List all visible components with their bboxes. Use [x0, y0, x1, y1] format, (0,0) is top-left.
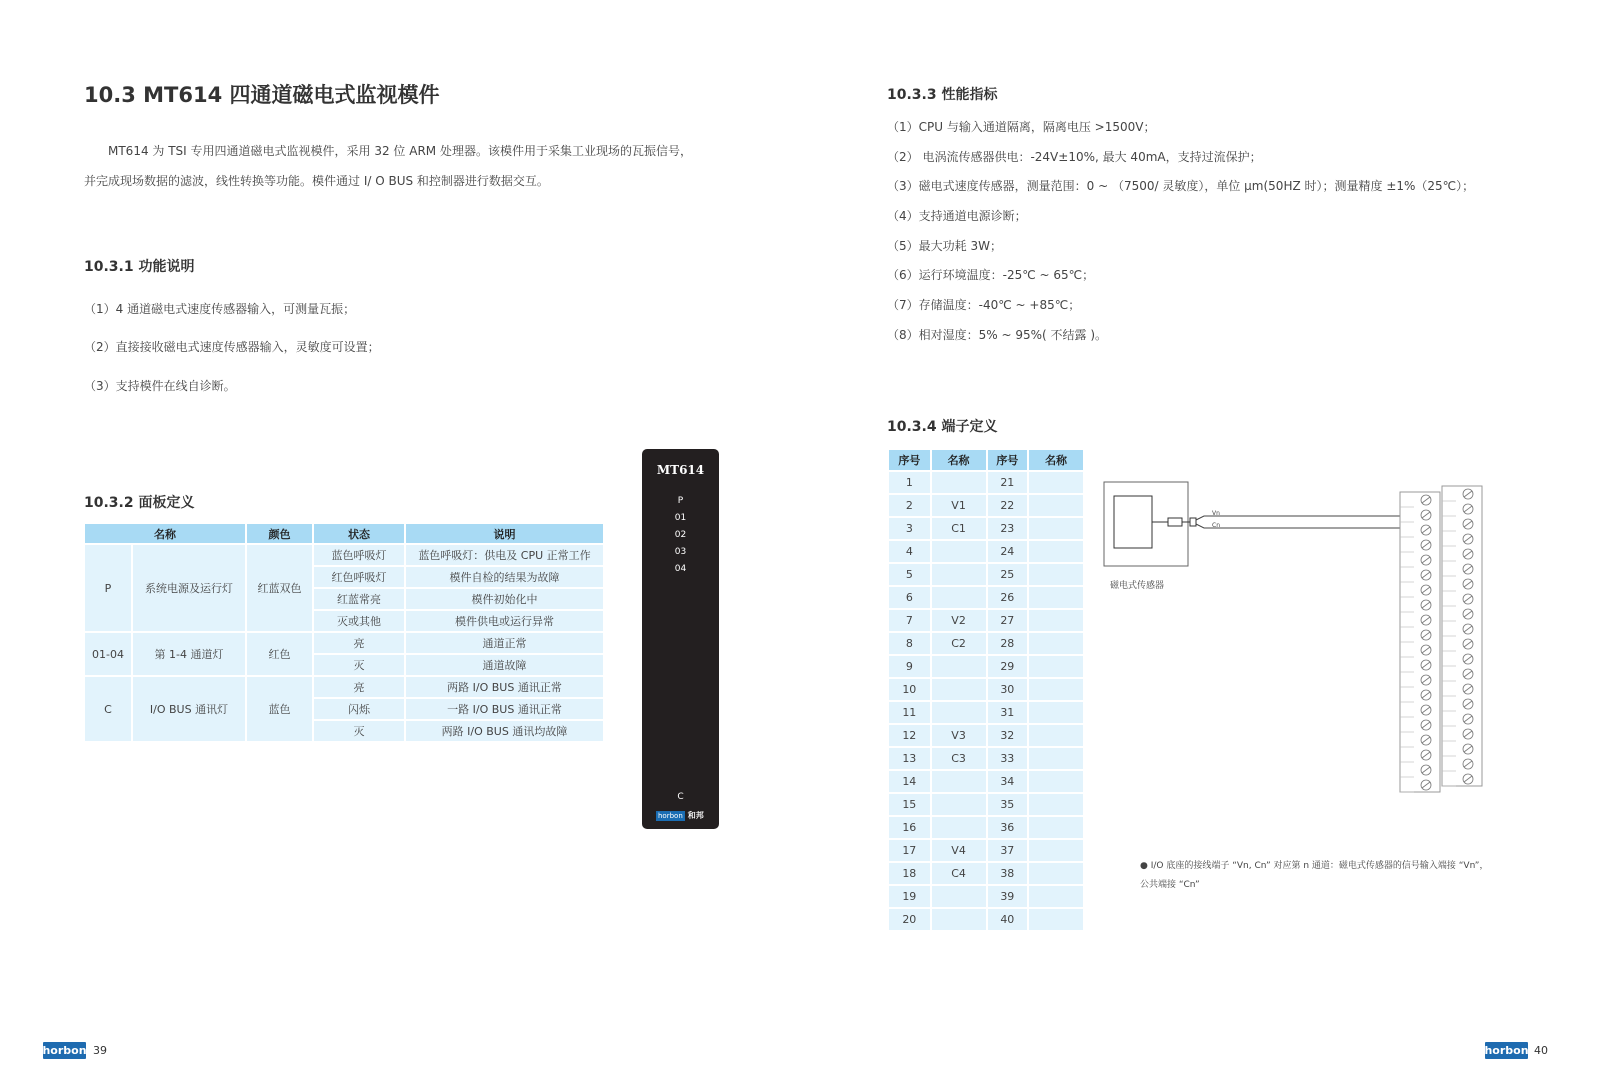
terminal-name — [1029, 840, 1083, 861]
led-label-01: 01 — [674, 513, 687, 523]
terminal-name — [1029, 541, 1083, 562]
terminal-index: 36 — [988, 817, 1028, 838]
wiring-note-line-2: 公共端接 “Cn” — [1140, 880, 1200, 890]
panel-definition-table — [83, 522, 605, 743]
terminal-name — [1029, 909, 1083, 930]
table-row — [889, 725, 1083, 746]
performance-item-8: （8）相对湿度：5% ~ 95%( 不结露 )。 — [887, 328, 1108, 342]
terminal-name — [932, 541, 986, 562]
led-description: 模件初始化中 — [406, 589, 603, 609]
terminal-index: 10 — [889, 679, 930, 700]
wiring-note-line-1: ● I/O 底座的接线端子 “Vn, Cn” 对应第 n 通道：磁电式传感器的信号输入端接 “Vn”， — [1140, 861, 1489, 871]
page-title: 10.3 MT614 四通道磁电式监视模件 — [84, 83, 440, 107]
terminal-name — [1029, 564, 1083, 585]
table-row — [889, 679, 1083, 700]
terminal-name: C1 — [932, 518, 986, 539]
terminal-index: 2 — [889, 495, 930, 516]
performance-item-7: （7）存储温度：-40℃ ~ +85℃； — [887, 298, 1081, 312]
table-row — [889, 702, 1083, 723]
terminal-name — [1029, 863, 1083, 884]
terminal-index: 9 — [889, 656, 930, 677]
table-row — [889, 909, 1083, 930]
led-label-03: 03 — [674, 547, 687, 557]
terminal-index: 26 — [988, 587, 1028, 608]
terminal-name — [1029, 748, 1083, 769]
terminal-name — [1029, 725, 1083, 746]
terminal-name: V3 — [932, 725, 986, 746]
table-row — [889, 794, 1083, 815]
table-row — [889, 886, 1083, 907]
led-code: C — [85, 677, 131, 741]
terminal-name — [1029, 679, 1083, 700]
module-brand-logo: horbon — [658, 811, 683, 820]
led-description: 模件自检的结果为故障 — [406, 567, 603, 587]
terminal-name — [932, 564, 986, 585]
module-model-label: MT614 — [656, 463, 705, 477]
column-header-name: 名称 — [932, 450, 986, 470]
terminal-name: V1 — [932, 495, 986, 516]
column-header-color: 颜色 — [247, 524, 312, 543]
column-header-index: 序号 — [988, 450, 1028, 470]
led-state: 灭 — [314, 721, 404, 741]
sensor-label: 磁电式传感器 — [1110, 581, 1165, 591]
section-title-terminal: 10.3.4 端子定义 — [887, 419, 998, 435]
terminal-name — [1029, 702, 1083, 723]
terminal-index: 1 — [889, 472, 930, 493]
led-name: 系统电源及运行灯 — [133, 545, 245, 631]
terminal-index: 25 — [988, 564, 1028, 585]
led-label-p: P — [677, 496, 684, 506]
table-row — [889, 817, 1083, 838]
led-state: 红蓝常亮 — [314, 589, 404, 609]
terminal-name — [932, 587, 986, 608]
terminal-index: 18 — [889, 863, 930, 884]
footer-logo-left: horbon — [42, 1044, 87, 1057]
led-description: 两路 I/O BUS 通讯均故障 — [406, 721, 603, 741]
wire-label-vn: Vn — [1212, 510, 1220, 517]
led-description: 通道故障 — [406, 655, 603, 675]
terminal-name — [1029, 817, 1083, 838]
wiring-diagram — [1100, 478, 1500, 818]
terminal-name — [932, 472, 986, 493]
terminal-index: 17 — [889, 840, 930, 861]
terminal-name — [1029, 610, 1083, 631]
terminal-index: 6 — [889, 587, 930, 608]
table-row — [889, 840, 1083, 861]
terminal-name — [932, 794, 986, 815]
terminal-name — [1029, 587, 1083, 608]
table-row — [889, 656, 1083, 677]
intro-line-2: 并完成现场数据的滤波，线性转换等功能。模件通过 I/ O BUS 和控制器进行数据交互。 — [84, 174, 549, 188]
led-name: 第 1-4 通道灯 — [133, 633, 245, 675]
terminal-index: 11 — [889, 702, 930, 723]
led-label-02: 02 — [674, 530, 687, 540]
led-description: 模件供电或运行异常 — [406, 611, 603, 631]
led-color: 红色 — [247, 633, 312, 675]
terminal-block — [1400, 486, 1482, 792]
section-title-function: 10.3.1 功能说明 — [84, 259, 195, 275]
terminal-name: C4 — [932, 863, 986, 884]
terminal-name: V2 — [932, 610, 986, 631]
performance-item-6: （6）运行环境温度：-25℃ ~ 65℃； — [887, 268, 1095, 282]
terminal-name — [1029, 771, 1083, 792]
led-label-c: C — [677, 792, 684, 802]
terminal-name: C2 — [932, 633, 986, 654]
terminal-index: 24 — [988, 541, 1028, 562]
sensor-connector — [1168, 518, 1182, 526]
led-color: 红蓝双色 — [247, 545, 312, 631]
terminal-index: 12 — [889, 725, 930, 746]
led-description: 两路 I/O BUS 通讯正常 — [406, 677, 603, 697]
table-row — [889, 518, 1083, 539]
performance-item-5: （5）最大功耗 3W； — [887, 239, 1002, 253]
terminal-name: V4 — [932, 840, 986, 861]
led-label-04: 04 — [674, 564, 687, 574]
wire-vn — [1196, 516, 1400, 520]
terminal-index: 21 — [988, 472, 1028, 493]
terminal-name — [932, 886, 986, 907]
function-item-2: （2）直接接收磁电式速度传感器输入，灵敏度可设置； — [84, 340, 380, 354]
section-title-panel: 10.3.2 面板定义 — [84, 495, 195, 511]
module-brand-text: 和邦 — [687, 811, 704, 820]
terminal-name: C3 — [932, 748, 986, 769]
terminal-index: 16 — [889, 817, 930, 838]
performance-item-3: （3）磁电式速度传感器，测量范围：0 ~ （7500/ 灵敏度），单位 μm(50HZ 时）；测量精度 ±1%（25℃）； — [887, 179, 1475, 193]
led-state: 灭或其他 — [314, 611, 404, 631]
table-row — [85, 633, 603, 653]
column-header-index: 序号 — [889, 450, 930, 470]
terminal-name — [932, 656, 986, 677]
led-state: 亮 — [314, 633, 404, 653]
module-brand — [656, 810, 704, 821]
intro-line-1: MT614 为 TSI 专用四通道磁电式监视模件，采用 32 位 ARM 处理器。该模件用于采集工业现场的瓦振信号， — [108, 144, 692, 158]
terminal-index: 14 — [889, 771, 930, 792]
terminal-index: 27 — [988, 610, 1028, 631]
terminal-name — [1029, 656, 1083, 677]
terminal-index: 23 — [988, 518, 1028, 539]
terminal-index: 15 — [889, 794, 930, 815]
terminal-index: 40 — [988, 909, 1028, 930]
terminal-index: 30 — [988, 679, 1028, 700]
terminal-index: 19 — [889, 886, 930, 907]
terminal-index: 37 — [988, 840, 1028, 861]
column-header-name: 名称 — [1029, 450, 1083, 470]
performance-item-2: （2） 电涡流传感器供电：-24V±10%, 最大 40mA，支持过流保护； — [887, 150, 1262, 164]
terminal-index: 32 — [988, 725, 1028, 746]
terminal-index: 13 — [889, 748, 930, 769]
terminal-name — [1029, 518, 1083, 539]
performance-item-4: （4）支持通道电源诊断； — [887, 209, 1027, 223]
led-state: 灭 — [314, 655, 404, 675]
table-row — [889, 771, 1083, 792]
led-state: 亮 — [314, 677, 404, 697]
terminal-index: 31 — [988, 702, 1028, 723]
table-row — [85, 545, 603, 565]
led-code: 01-04 — [85, 633, 131, 675]
table-row — [85, 677, 603, 697]
terminal-index: 35 — [988, 794, 1028, 815]
table-row — [889, 610, 1083, 631]
table-row — [889, 863, 1083, 884]
terminal-index: 39 — [988, 886, 1028, 907]
table-row — [889, 564, 1083, 585]
section-title-performance: 10.3.3 性能指标 — [887, 87, 998, 103]
led-name: I/O BUS 通讯灯 — [133, 677, 245, 741]
terminal-name — [1029, 633, 1083, 654]
wire-label-cn: Cn — [1212, 522, 1220, 529]
terminal-index: 29 — [988, 656, 1028, 677]
table-row — [889, 541, 1083, 562]
column-header-state: 状态 — [314, 524, 404, 543]
table-row — [889, 587, 1083, 608]
function-item-1: （1）4 通道磁电式速度传感器输入，可测量瓦振； — [84, 302, 356, 316]
terminal-index: 5 — [889, 564, 930, 585]
table-row — [889, 472, 1083, 493]
terminal-index: 8 — [889, 633, 930, 654]
terminal-name — [932, 702, 986, 723]
led-state: 红色呼吸灯 — [314, 567, 404, 587]
page-number-left: 39 — [93, 1044, 107, 1057]
terminal-index: 33 — [988, 748, 1028, 769]
terminal-index: 22 — [988, 495, 1028, 516]
module-front-panel — [642, 449, 719, 829]
performance-item-1: （1）CPU 与输入通道隔离，隔离电压 >1500V； — [887, 120, 1156, 134]
terminal-definition-table — [887, 448, 1085, 932]
led-description: 蓝色呼吸灯：供电及 CPU 正常工作 — [406, 545, 603, 565]
terminal-index: 7 — [889, 610, 930, 631]
table-row — [889, 495, 1083, 516]
column-header-description: 说明 — [406, 524, 603, 543]
terminal-name — [932, 817, 986, 838]
terminal-index: 20 — [889, 909, 930, 930]
table-row — [889, 633, 1083, 654]
led-color: 蓝色 — [247, 677, 312, 741]
terminal-name — [932, 771, 986, 792]
terminal-index: 34 — [988, 771, 1028, 792]
terminal-name — [932, 909, 986, 930]
terminal-name — [1029, 886, 1083, 907]
footer-logo-right: horbon — [1484, 1044, 1529, 1057]
terminal-name — [1029, 472, 1083, 493]
terminal-name — [932, 679, 986, 700]
led-description: 通道正常 — [406, 633, 603, 653]
table-row — [889, 748, 1083, 769]
function-item-3: （3）支持模件在线自诊断。 — [84, 379, 236, 393]
column-header-name: 名称 — [85, 524, 245, 543]
terminal-index: 3 — [889, 518, 930, 539]
led-state: 蓝色呼吸灯 — [314, 545, 404, 565]
terminal-name — [1029, 794, 1083, 815]
led-code: P — [85, 545, 131, 631]
page-number-right: 40 — [1534, 1044, 1548, 1057]
led-state: 闪烁 — [314, 699, 404, 719]
led-description: 一路 I/O BUS 通讯正常 — [406, 699, 603, 719]
terminal-index: 28 — [988, 633, 1028, 654]
sensor-icon — [1114, 496, 1152, 548]
terminal-name — [1029, 495, 1083, 516]
terminal-index: 38 — [988, 863, 1028, 884]
terminal-index: 4 — [889, 541, 930, 562]
wire-cn — [1196, 524, 1400, 528]
